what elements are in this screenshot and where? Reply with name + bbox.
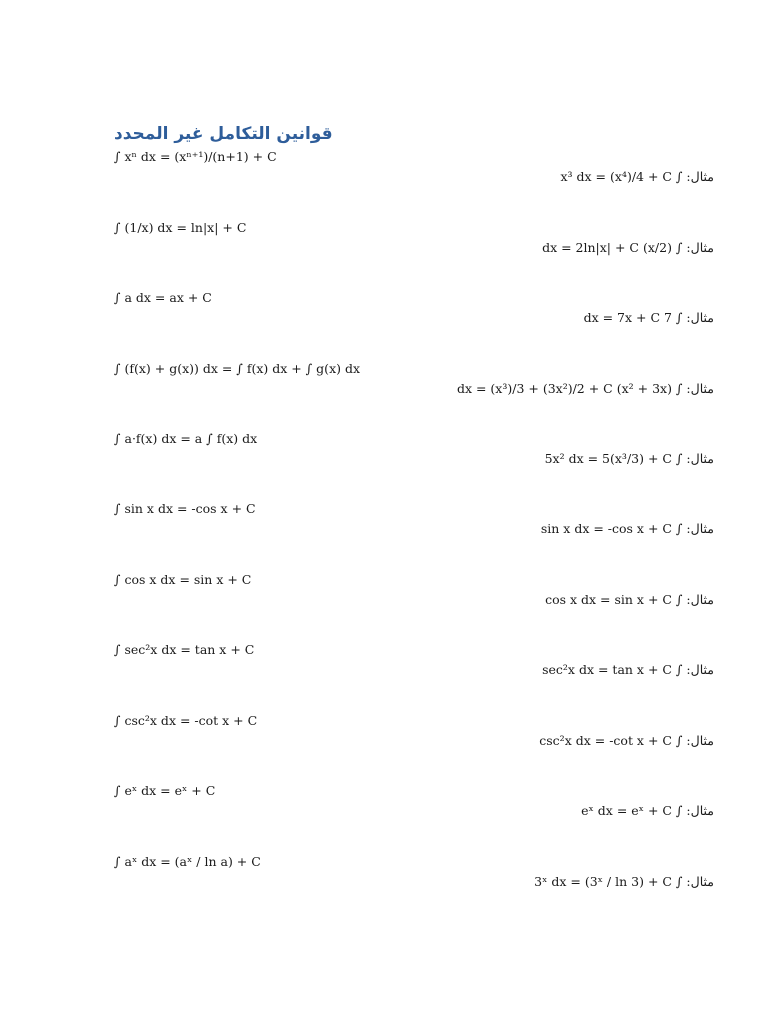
- rule-formula: ∫ a dx = ax + C: [114, 290, 212, 305]
- rule-example: مثال: ∫ sin x dx = -cos x + C: [540, 521, 714, 536]
- rule-example: مثال: ∫ 7 dx = 7x + C: [583, 310, 714, 325]
- rule-formula: ∫ sin x dx = -cos x + C: [114, 501, 256, 516]
- rule-csc-squared: [114, 711, 714, 751]
- rule-example: مثال: ∫ (2/x) dx = 2ln|x| + C: [542, 240, 714, 255]
- rule-constant: [114, 288, 714, 328]
- rule-formula: ∫ (1/x) dx = ln|x| + C: [114, 220, 247, 235]
- rule-exponential: [114, 781, 714, 821]
- rule-example: مثال: ∫ 3ˣ dx = (3ˣ / ln 3) + C: [534, 874, 714, 889]
- rule-sin: [114, 499, 714, 539]
- document-title: قوانين التكامل غير المحدد: [114, 124, 333, 144]
- rule-power: [114, 147, 714, 187]
- rule-formula: ∫ a·f(x) dx = a ∫ f(x) dx: [114, 431, 258, 446]
- rule-example: مثال: ∫ 5x² dx = 5(x³/3) + C: [544, 451, 714, 466]
- rule-example: مثال: ∫ csc²x dx = -cot x + C: [539, 733, 714, 748]
- rule-formula: ∫ csc²x dx = -cot x + C: [114, 713, 258, 728]
- rule-formula: ∫ xⁿ dx = (xⁿ⁺¹)/(n+1) + C: [114, 149, 277, 164]
- rule-sum: [114, 359, 714, 399]
- rule-formula: ∫ aˣ dx = (aˣ / ln a) + C: [114, 854, 261, 869]
- rule-constant-multiple: [114, 429, 714, 469]
- rule-example: مثال: ∫ sec²x dx = tan x + C: [542, 662, 714, 677]
- rule-reciprocal: [114, 218, 714, 258]
- rule-example: مثال: ∫ eˣ dx = eˣ + C: [581, 803, 714, 818]
- rule-formula: ∫ sec²x dx = tan x + C: [114, 642, 255, 657]
- rule-formula: ∫ eˣ dx = eˣ + C: [114, 783, 216, 798]
- rule-sec-squared: [114, 640, 714, 680]
- rule-formula: ∫ cos x dx = sin x + C: [114, 572, 252, 587]
- rule-cos: [114, 570, 714, 610]
- rule-example: مثال: ∫ cos x dx = sin x + C: [545, 592, 714, 607]
- rule-formula: ∫ (f(x) + g(x)) dx = ∫ f(x) dx + ∫ g(x) dx: [114, 361, 361, 376]
- rule-example: مثال: ∫ x³ dx = (x⁴)/4 + C: [560, 169, 714, 184]
- rule-general-exponential: [114, 852, 714, 892]
- rule-example: مثال: ∫ (x² + 3x) dx = (x³)/3 + (3x²)/2 + C: [456, 381, 714, 396]
